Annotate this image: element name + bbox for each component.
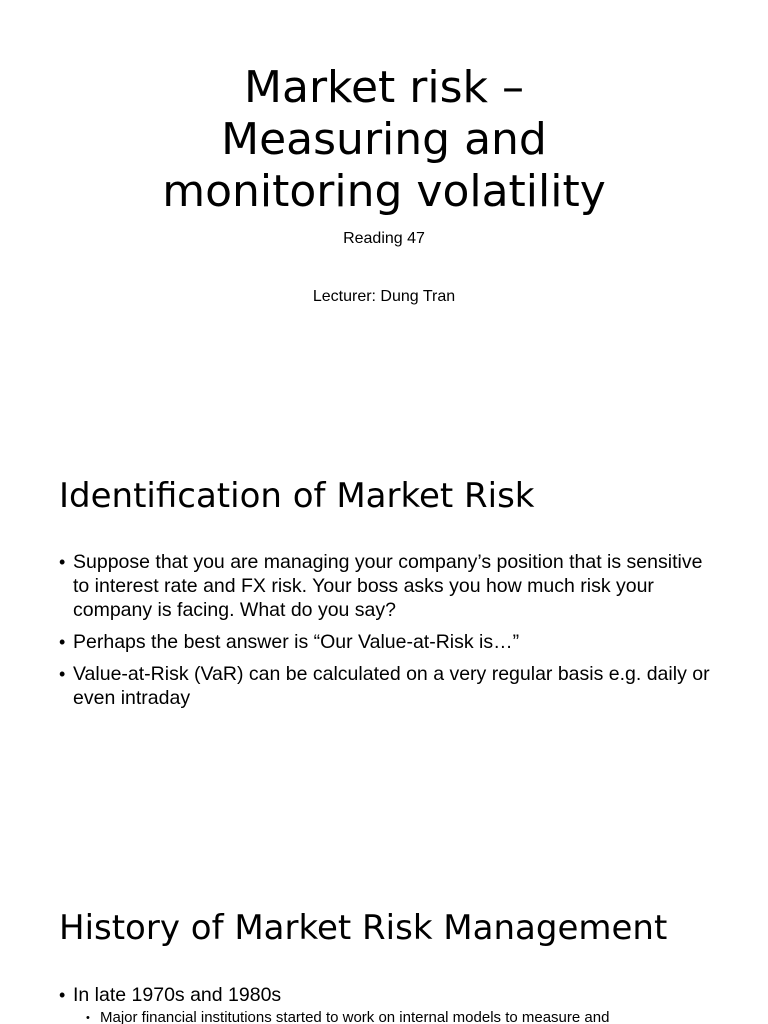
bullet-text: Value-at-Risk (VaR) can be calculated on a very regular basis e.g. daily or even intraday (73, 663, 710, 709)
bullet-item (59, 550, 719, 622)
bullet-icon: • (59, 552, 66, 572)
bullet-icon: • (59, 664, 66, 684)
reading-number: Reading 47 (343, 230, 425, 247)
title-slide (0, 0, 768, 432)
lecturer-name: Lecturer: Dung Tran (312, 288, 456, 305)
history-slide (0, 864, 768, 1024)
bullet-item (59, 662, 719, 710)
sub-bullet-item (73, 1007, 719, 1024)
bullet-item (59, 630, 719, 654)
sub-bullet-icon: • (86, 1012, 90, 1024)
bullet-text: Suppose that you are managing your company’s position that is sensitive to interest rate and FX risk. Your boss asks you how much risk your company is facing. What do you say? (73, 551, 703, 621)
title-line: monitoring volatility (162, 166, 606, 217)
title-line: Market risk – (244, 62, 524, 113)
sub-bullet-text: Major financial institutions started to work on internal models to measure and (100, 1009, 610, 1024)
title-line: Measuring and (221, 114, 547, 165)
slide-heading: Identification of Market Risk (59, 476, 535, 516)
identification-slide (0, 432, 768, 864)
slide-heading: History of Market Risk Management (59, 908, 668, 948)
bullet-icon: • (59, 985, 66, 1005)
bullet-item (59, 983, 719, 1024)
bullet-list (59, 550, 719, 718)
bullet-text: In late 1970s and 1980s (73, 984, 282, 1006)
bullet-text: Perhaps the best answer is “Our Value-at-Risk is…” (73, 631, 520, 653)
bullet-list (59, 983, 719, 1024)
bullet-icon: • (59, 632, 66, 652)
sub-bullet-list (73, 1007, 719, 1024)
presentation-title (0, 62, 768, 218)
